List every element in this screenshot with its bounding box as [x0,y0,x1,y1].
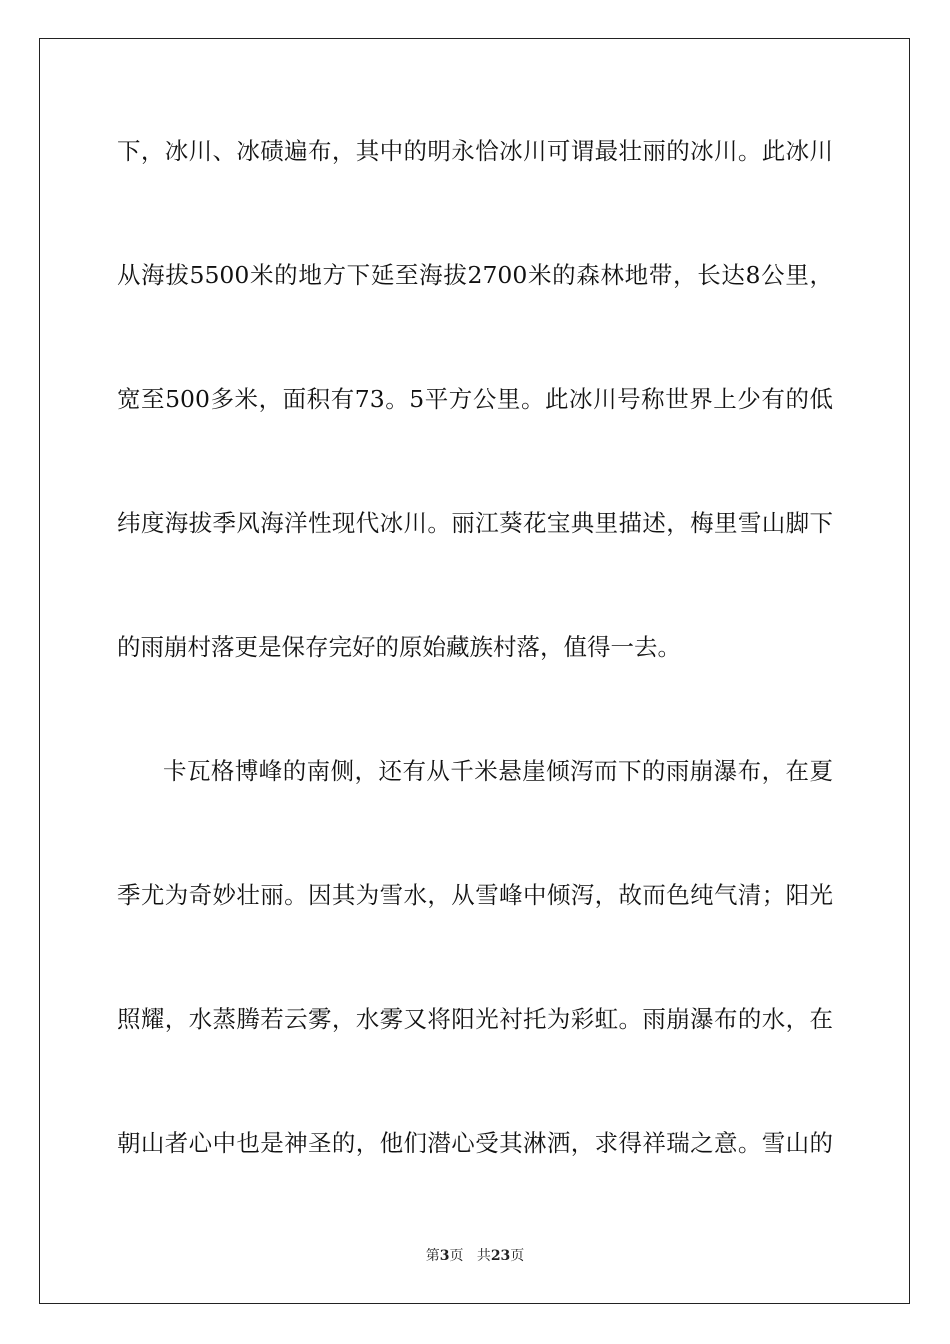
footer-total-suffix: 页 [510,1248,525,1264]
footer-page-total: 23 [490,1248,511,1264]
text-line-7: 季尤为奇妙壮丽。因其为雪水，从雪峰中倾泻，故而色纯气清；阳光 [117,881,833,909]
text-line-2: 从海拔5500米的地方下延至海拔2700米的森林地带，长达8公里， [117,261,833,289]
text-line-5: 的雨崩村落更是保存完好的原始藏族村落，值得一去。 [117,633,681,661]
text-line-4: 纬度海拔季风海洋性现代冰川。丽江葵花宝典里描述，梅里雪山脚下 [117,509,833,537]
text-line-8: 照耀，水蒸腾若云雾，水雾又将阳光衬托为彩虹。雨崩瀑布的水，在 [117,1005,833,1033]
page-footer [0,1246,950,1266]
footer-page-current: 3 [439,1248,450,1264]
text-line-1: 下，冰川、冰碛遍布，其中的明永恰冰川可谓最壮丽的冰川。此冰川 [117,137,833,165]
page-border [39,38,910,1304]
text-line-3: 宽至500多米，面积有73。5平方公里。此冰川号称世界上少有的低 [117,385,833,413]
text-line-9: 朝山者心中也是神圣的，他们潜心受其淋洒，求得祥瑞之意。雪山的 [117,1129,833,1157]
footer-total-prefix: 共 [476,1248,491,1264]
footer-page-prefix: 第 [425,1248,440,1264]
text-line-6-paragraph-start: 卡瓦格博峰的南侧，还有从千米悬崖倾泻而下的雨崩瀑布，在夏 [163,757,833,785]
footer-page-suffix: 页 [449,1248,464,1264]
